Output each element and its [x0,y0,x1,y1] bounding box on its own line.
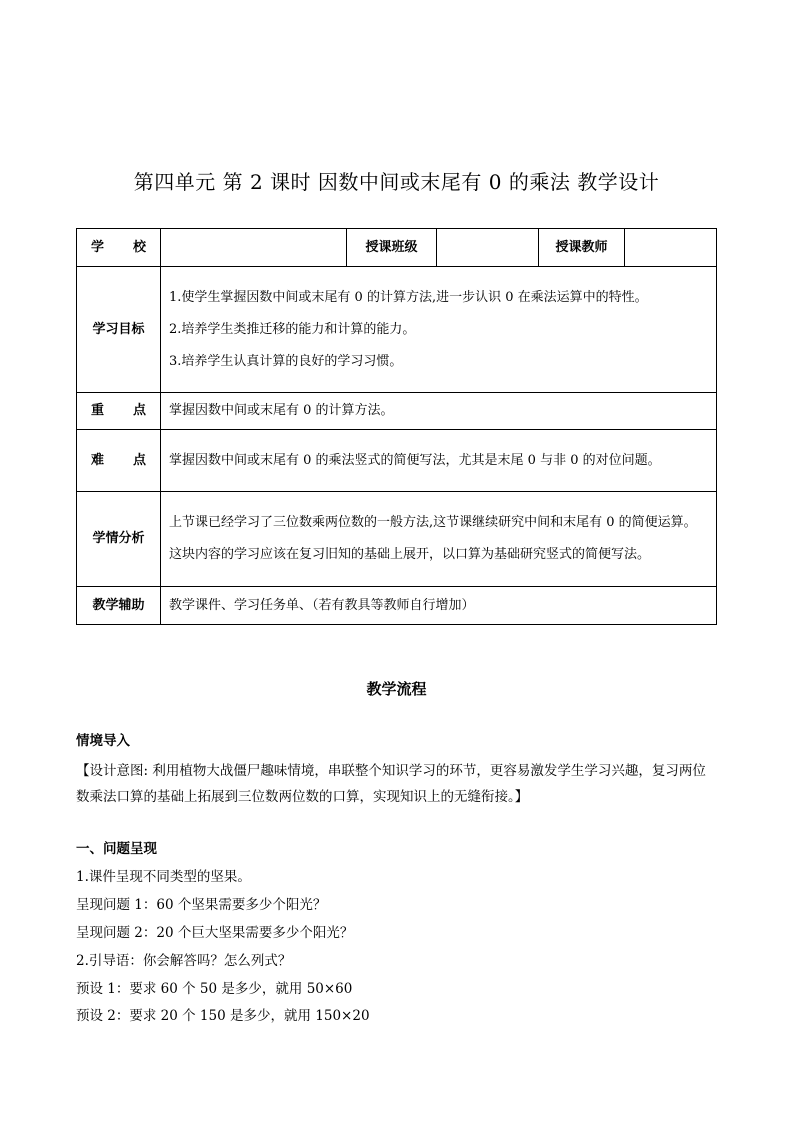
document-title: 第四单元 第 2 课时 因数中间或末尾有 0 的乘法 教学设计 [133,170,660,194]
analysis-text: 上节课已经学习了三位数乘两位数的一般方法,这节课继续研究中间和末尾有 0 的简便运算。这块内容的学习应该在复习旧知的基础上展开，以口算为基础研究竖式的简便写法。 [169,515,697,562]
goals-label: 学习目标 [77,267,161,393]
class-value [437,229,539,267]
flow-line: 呈现问题 1：60 个坚果需要多少个阳光？ [76,897,327,913]
aids-label: 教学辅助 [77,587,161,625]
aids-value: 教学课件、学习任务单、（若有教具等教师自行增加） [161,587,717,625]
lesson-info-table [76,228,717,625]
table-row-goals [77,267,717,393]
table-row-aids [77,587,717,625]
flow-line: 呈现问题 2：20 个巨大坚果需要多少个阳光？ [76,925,354,941]
school-label: 学 校 [77,229,161,267]
table-row-key [77,393,717,430]
goal-item: 2.培养学生类推迁移的能力和计算的能力。 [169,321,416,337]
difficulty-label: 难 点 [77,430,161,492]
key-label: 重 点 [77,393,161,430]
flow-heading: 教学流程 [366,680,427,698]
teacher-label: 授课教师 [539,229,625,267]
intro-heading: 情境导入 [76,733,130,749]
flow-line: 预设 1：要求 60 个 50 是多少，就用 50×60 [76,981,353,997]
flow-line: 预设 2：要求 20 个 150 是多少，就用 150×20 [76,1008,370,1024]
school-value [161,229,347,267]
key-value: 掌握因数中间或末尾有 0 的计算方法。 [161,393,717,430]
flow-line: 2.引导语：你会解答吗？怎么列式？ [76,953,292,969]
goals-content [161,267,717,393]
intro-text: 【设计意图: 利用植物大战僵尸趣味情境，串联整个知识学习的环节，更容易激发学生学习兴趣，复习两位数乘法口算的基础上拓展到三位数两位数的口算，实现知识上的无缝衔接。】 [76,763,706,805]
class-label: 授课班级 [347,229,437,267]
table-row-school [77,229,717,267]
section1-heading: 一、问题呈现 [76,841,157,857]
difficulty-value [161,430,717,492]
table-row-difficulty [77,430,717,492]
flow-line: 1.课件呈现不同类型的坚果。 [76,869,251,885]
goal-item: 1.使学生掌握因数中间或末尾有 0 的计算方法,进一步认识 0 在乘法运算中的特性。 [169,289,648,305]
analysis-label: 学情分析 [77,492,161,587]
goal-item: 3.培养学生认真计算的良好的学习习惯。 [169,353,403,369]
table-row-analysis [77,492,717,587]
analysis-value [161,492,717,587]
difficulty-text: 掌握因数中间或末尾有 0 的乘法竖式的简便写法，尤其是末尾 0 与非 0 的对位问题。 [169,452,661,468]
teacher-value [625,229,717,267]
